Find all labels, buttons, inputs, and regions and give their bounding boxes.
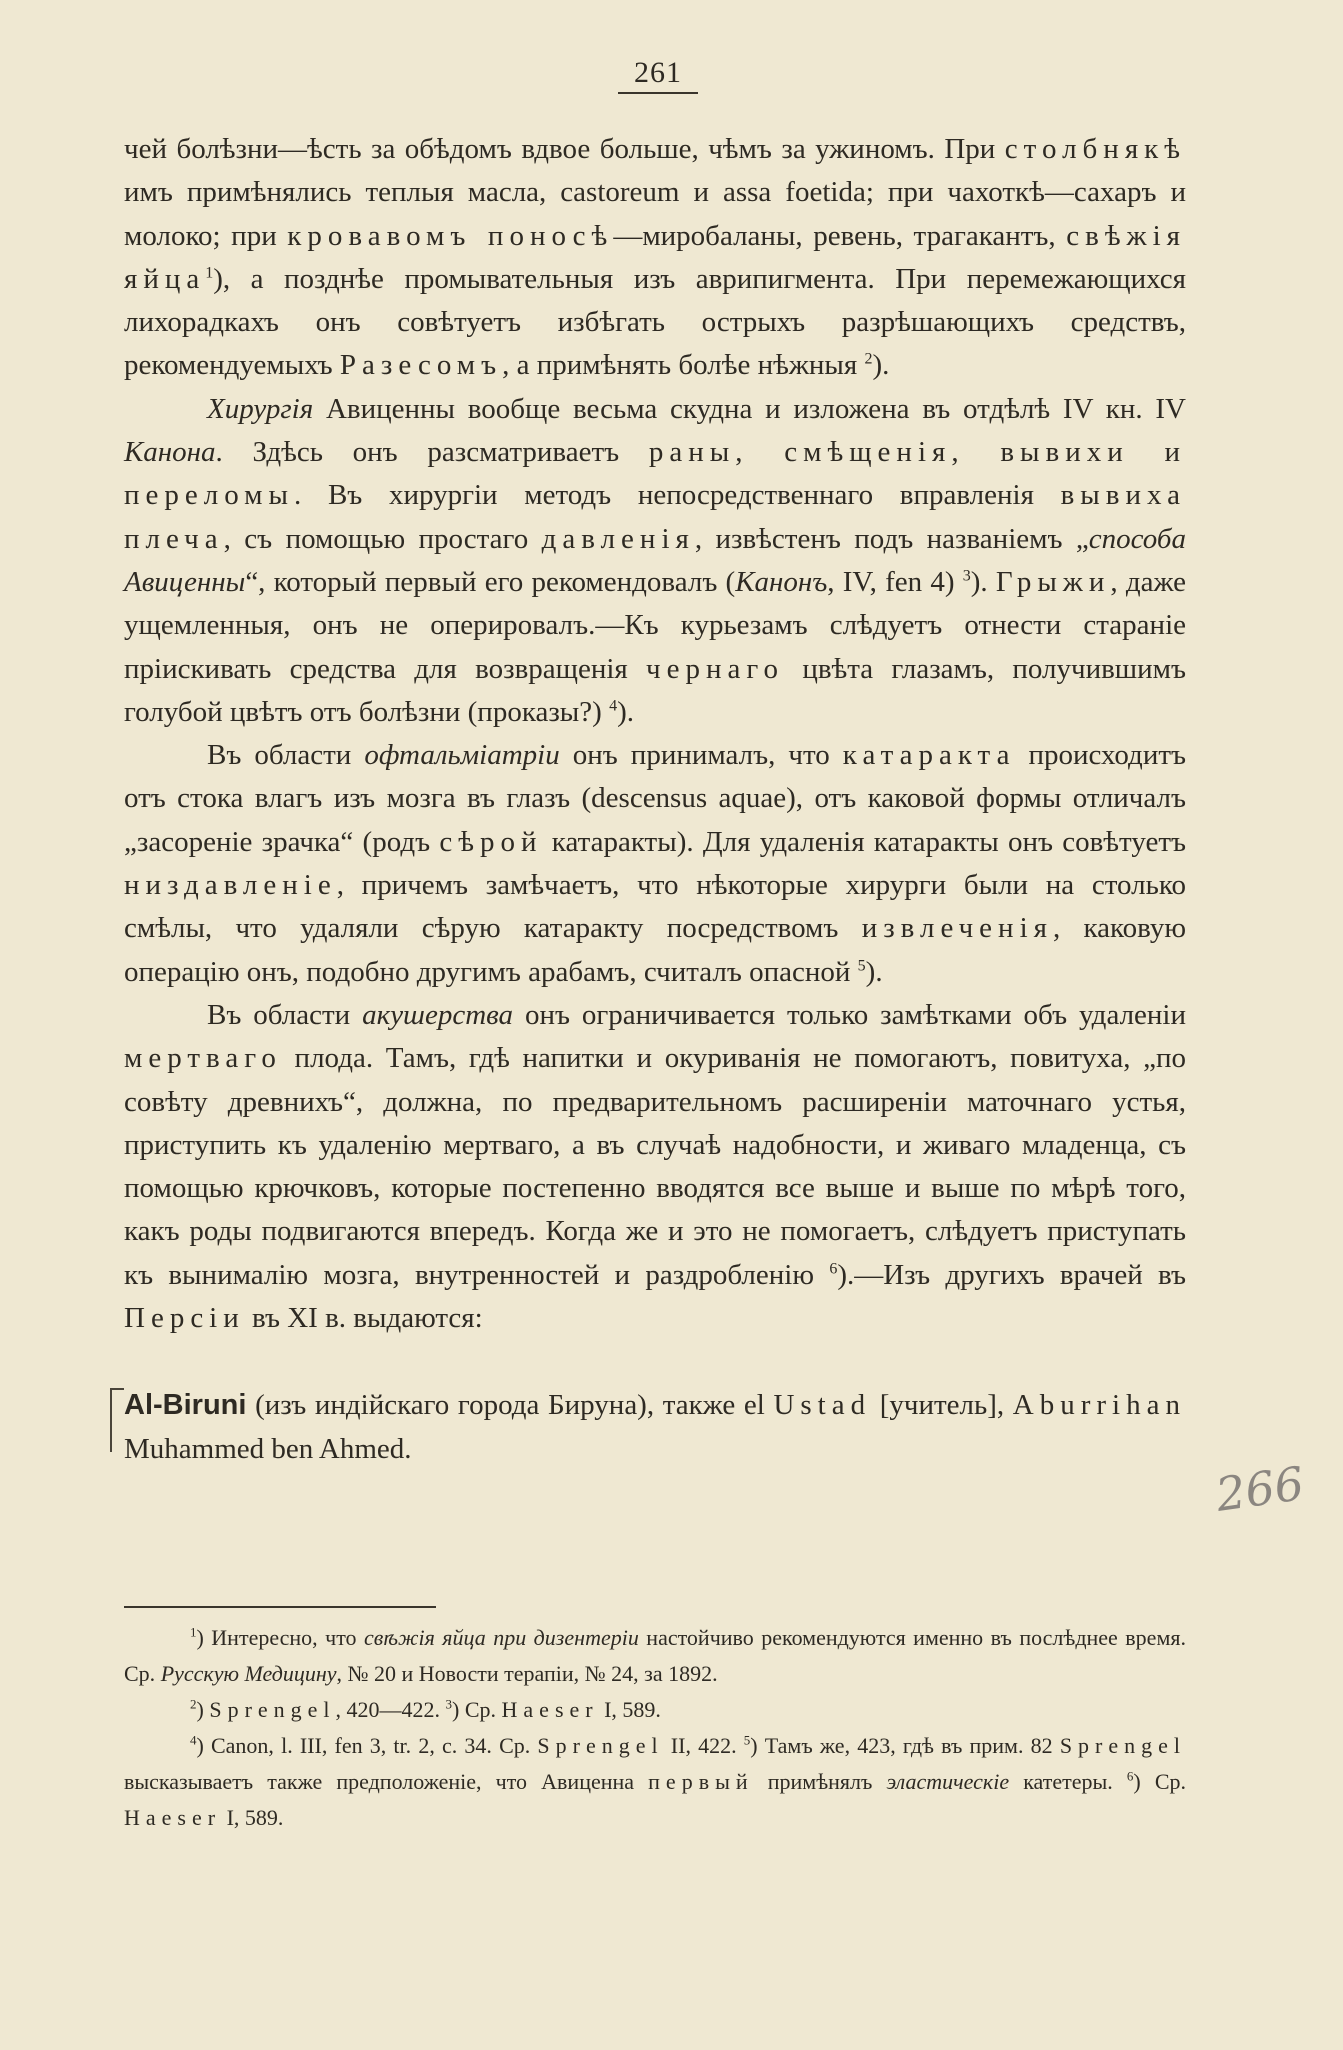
text-run: 6 — [1126, 1768, 1134, 1784]
text-run: ). — [617, 695, 634, 728]
text-run: столбнякѣ — [1004, 133, 1186, 165]
text-run: чернаго — [646, 652, 785, 685]
footnote — [124, 1728, 1186, 1836]
text-run: , IV, fen 4) — [827, 565, 963, 598]
text-run: акушерства — [362, 998, 514, 1031]
text-run: , причемъ замѣчаетъ, что нѣкоторые хирурги были на столько смѣлы, что удаляли сѣрую катаракту посредствомъ — [124, 869, 1186, 945]
footnote-rule — [124, 1606, 436, 1608]
paragraph — [124, 734, 1186, 994]
text-run: раны, смѣщенія, вывихи и переломы — [124, 436, 1186, 512]
text-run: Грыжи — [995, 565, 1111, 598]
text-run: Sprengel — [1059, 1733, 1187, 1758]
text-run: 2 — [190, 1696, 197, 1712]
text-run: I, 589. — [598, 1697, 661, 1722]
text-run: Aburrihan — [1012, 1389, 1186, 1422]
text-run: вывиха плеча — [124, 479, 1186, 555]
text-run: ) Canon, l. III, fen 3, tr. 2, c. 34. Ср. — [196, 1733, 538, 1758]
text-run: Персіи — [124, 1302, 245, 1335]
text-run: плода. Тамъ, гдѣ напитки и окуриванія не помогаютъ, повитуха, „по совѣту древнихъ“, должна, по предварительномъ расширеніи маточнаго устья, приступить къ удаленію мертваго, а въ случаѣ надобности, и живаго младенца, съ помощью крючковъ, которые постепенно вводятся все выше и выше по мѣрѣ того, какъ роды подвигаются впередъ. Когда же и это не помогаетъ, слѣдуетъ приступать къ вынималію мозга, внутренностей и раздробленію — [124, 1042, 1186, 1291]
text-run: давленія — [541, 522, 695, 555]
text-run: Sprengel — [537, 1733, 664, 1758]
text-run: ). — [970, 565, 996, 598]
text-run: Авиценны вообще весьма скудна и изложена въ отдѣлѣ IV кн. IV — [313, 392, 1186, 425]
text-run: эластическіе — [886, 1769, 1010, 1794]
text-run: . Здѣсь онъ разсматриваетъ — [215, 436, 649, 469]
text-run: свѣжія яйца — [124, 219, 1186, 295]
text-run: Haeser — [501, 1697, 599, 1722]
text-run: катаракты). Для удаленія катаракты онъ совѣтуетъ — [542, 825, 1186, 858]
text-run: сѣрой — [439, 825, 543, 858]
text-run: , даже ущемленныя, онъ не оперировалъ.—Къ курьезамъ слѣдуетъ отнести стараніе пріискивать средства для возвращенія — [124, 565, 1186, 685]
text-run: Muhammed ben Ahmed. — [124, 1432, 412, 1465]
text-run: 6 — [829, 1260, 838, 1278]
text-run: имъ примѣнялись теплыя масла, castoreum и assa foetida; при чахоткѣ—сахаръ и молоко; при — [124, 176, 1186, 252]
text-run: ). — [872, 349, 890, 382]
text-run: высказываетъ также предположеніе, что Авиценна — [124, 1769, 649, 1794]
biographical-entry — [124, 1384, 1186, 1471]
text-run: Канонъ — [735, 565, 828, 598]
text-run: , № 20 и Новости терапіи, № 24, за 1892. — [336, 1661, 718, 1686]
text-run: цвѣта глазамъ, получившимъ голубой цвѣтъ отъ болѣзни (проказы?) — [124, 652, 1186, 728]
text-run: ). — [865, 955, 883, 988]
paragraph — [124, 388, 1186, 734]
main-text — [124, 128, 1186, 1471]
text-run: 1 — [205, 264, 214, 282]
text-run: извлеченія — [861, 912, 1053, 945]
footnote — [124, 1692, 1186, 1728]
text-run: 5 — [857, 956, 866, 974]
text-run: 3 — [962, 567, 971, 585]
text-run: свѣжія яйца при дизентеріи — [364, 1625, 639, 1650]
text-run: Sprengel — [209, 1697, 336, 1722]
text-run: Хирургія — [207, 392, 314, 425]
text-run: чей болѣзни—ѣсть за обѣдомъ вдвое больше, чѣмъ за ужиномъ. При — [124, 133, 1005, 165]
text-run: онъ ограничивается только замѣтками объ удаленіи — [513, 998, 1187, 1031]
text-run: (изъ индійскаго города Бируна), также el — [246, 1389, 774, 1422]
text-run: катаракта — [842, 739, 1016, 772]
text-run: Канона — [124, 436, 216, 469]
text-run: низдавленіе — [124, 869, 337, 902]
text-run: ) Ср. — [452, 1697, 502, 1722]
text-run: происходитъ отъ стока влагъ изъ мозга въ глазъ (descensus aquae), отъ каковой формы отличалъ „засореніе зрачка“ (родъ — [124, 739, 1187, 858]
text-run: 5 — [743, 1732, 751, 1748]
text-run: первый — [648, 1769, 754, 1794]
text-run: 3 — [445, 1696, 453, 1712]
footnote — [124, 1620, 1186, 1692]
text-run: ) Ср. — [1133, 1769, 1187, 1794]
text-run: способа Авиценны — [124, 522, 1186, 598]
text-run: —миробаланы, ревень, трагакантъ, — [613, 219, 1067, 252]
handwritten-annotation: 266 — [1212, 1456, 1308, 1522]
text-run: [учитель], — [871, 1389, 1013, 1422]
text-run: , 420—422. — [335, 1697, 446, 1722]
bracket-mark — [110, 1388, 124, 1452]
footnotes — [124, 1620, 1186, 1836]
text-run: 4 — [609, 697, 618, 715]
text-run: , съ помощью простаго — [223, 522, 542, 555]
text-run: ) — [196, 1697, 210, 1722]
text-run: , извѣстенъ подъ названіемъ „ — [694, 522, 1089, 555]
text-run: офтальміатріи — [364, 739, 560, 772]
text-run: настойчиво рекомендуются именно въ послѣднее время. Ср. — [124, 1625, 1186, 1686]
paragraph — [124, 994, 1186, 1340]
text-run: “, который первый его рекомендовалъ ( — [245, 565, 736, 598]
text-run: Разесомъ — [339, 349, 503, 382]
paragraph — [124, 128, 1186, 388]
text-run: катетеры. — [1009, 1769, 1127, 1794]
text-run: ), а позднѣе промывательныя изъ аврипигмента. При перемежающихся лихорадкахъ онъ совѣтуетъ избѣгать острыхъ разрѣшающихъ средствъ, рекомендуемыхъ — [124, 262, 1186, 382]
text-run: 4 — [190, 1732, 197, 1748]
text-run: . Въ хирургіи методъ непосредственнаго вправленія — [294, 479, 1061, 512]
text-run: , а примѣнять болѣе нѣжныя — [502, 349, 865, 382]
text-run: ) Интересно, что — [196, 1625, 364, 1650]
text-run: мертваго — [124, 1042, 282, 1075]
text-run: I, 589. — [221, 1805, 284, 1830]
text-run: Al-Biruni — [124, 1389, 247, 1422]
text-run: 2 — [864, 350, 873, 368]
text-run: Русскую Медицину — [160, 1661, 337, 1686]
text-run: II, 422. — [663, 1733, 744, 1758]
text-run: ).—Изъ другихъ врачей въ — [837, 1258, 1186, 1291]
text-run: Ustad — [773, 1389, 872, 1422]
text-run: ) Тамъ же, 423, гдѣ въ прим. 82 — [750, 1733, 1060, 1758]
text-run: 1 — [190, 1624, 197, 1640]
text-run: , каковую операцію онъ, подобно другимъ арабамъ, считалъ опасной — [124, 912, 1186, 988]
text-run: Haeser — [124, 1805, 222, 1830]
text-run: Въ области — [207, 739, 365, 772]
text-run: онъ принималъ, что — [559, 739, 843, 772]
page-number: 261 — [618, 56, 698, 94]
text-run: Въ области — [207, 998, 363, 1031]
text-run: примѣнялъ — [753, 1769, 887, 1794]
text-run: въ XI в. выдаются: — [244, 1302, 483, 1335]
text-run: кровавомъ поносѣ — [287, 219, 614, 252]
